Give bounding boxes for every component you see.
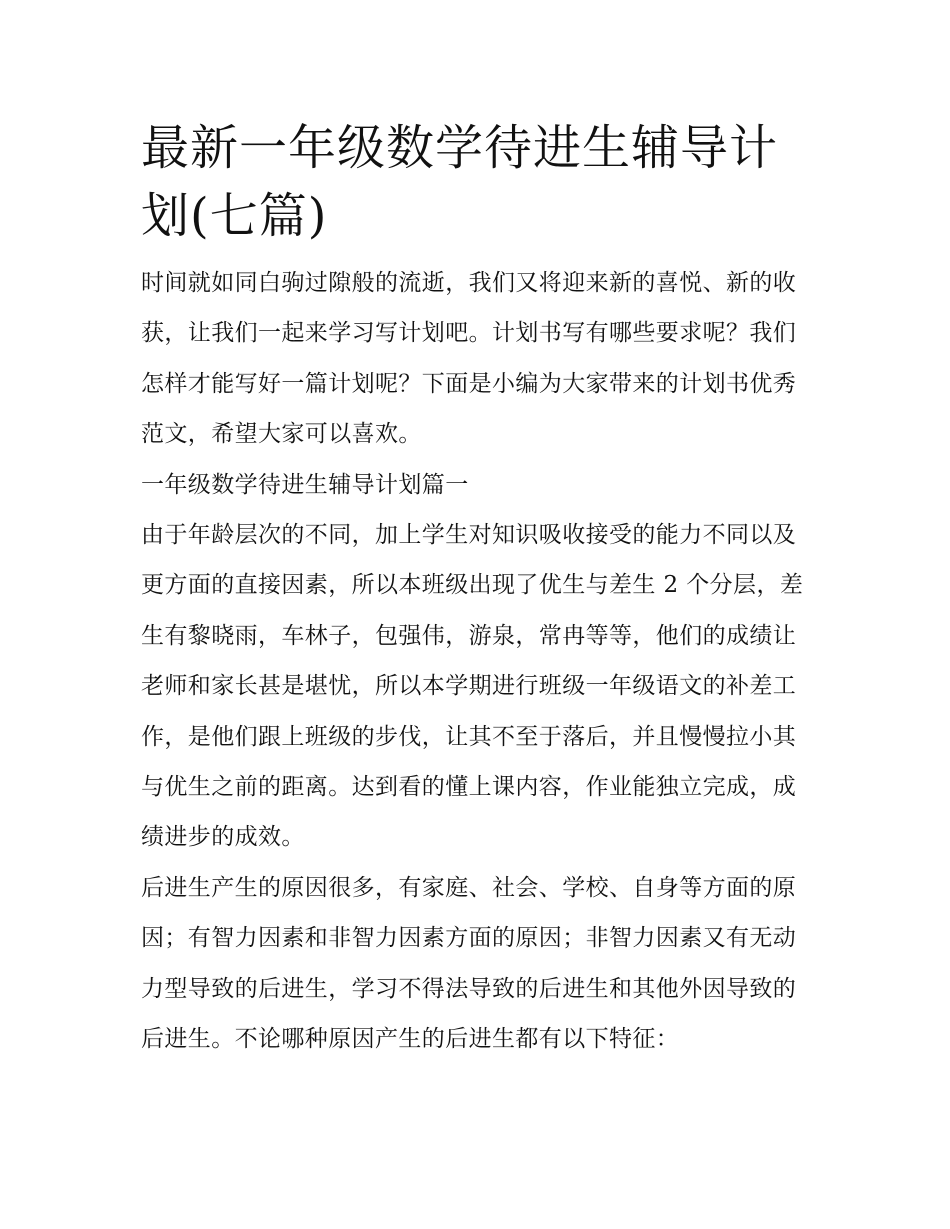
document-title: 最新一年级数学待进生辅导计划(七篇) xyxy=(141,120,779,244)
document-content xyxy=(141,114,813,1065)
section-heading: 一年级数学待进生辅导计划篇一 xyxy=(141,471,469,498)
body-paragraph: 由于年龄层次的不同，加上学生对知识吸收接受的能力不同以及更方面的直接因素，所以本班级出现了优生与差生 2 个分层，差生有黎晓雨，车林子，包强伟，游泉，常冉等等，他们的成绩让老师和家长甚是堪忧，所以本学期进行班级一年级语文的补差工作，是他们跟上班级的步伐，让其不至于落后，并且慢慢拉小其与优生之前的距离。达到看的懂上课内容，作业能独立完成，成绩进步的成效。 xyxy=(141,522,804,851)
intro-paragraph: 时间就如同白驹过隙般的流逝，我们又将迎来新的喜悦、新的收获，让我们一起来学习写计划吧。计划书写有哪些要求呢？我们怎样才能写好一篇计划呢？下面是小编为大家带来的计划书优秀范文，希望大家可以喜欢。 xyxy=(141,270,797,448)
document-body xyxy=(141,258,813,1065)
body-paragraph: 后进生产生的原因很多，有家庭、社会、学校、自身等方面的原因；有智力因素和非智力因素方面的原因；非智力因素又有无动力型导致的后进生，学习不得法导致的后进生和其他外因导致的后进生。不论哪种原因产生的后进生都有以下特征： xyxy=(141,874,797,1053)
